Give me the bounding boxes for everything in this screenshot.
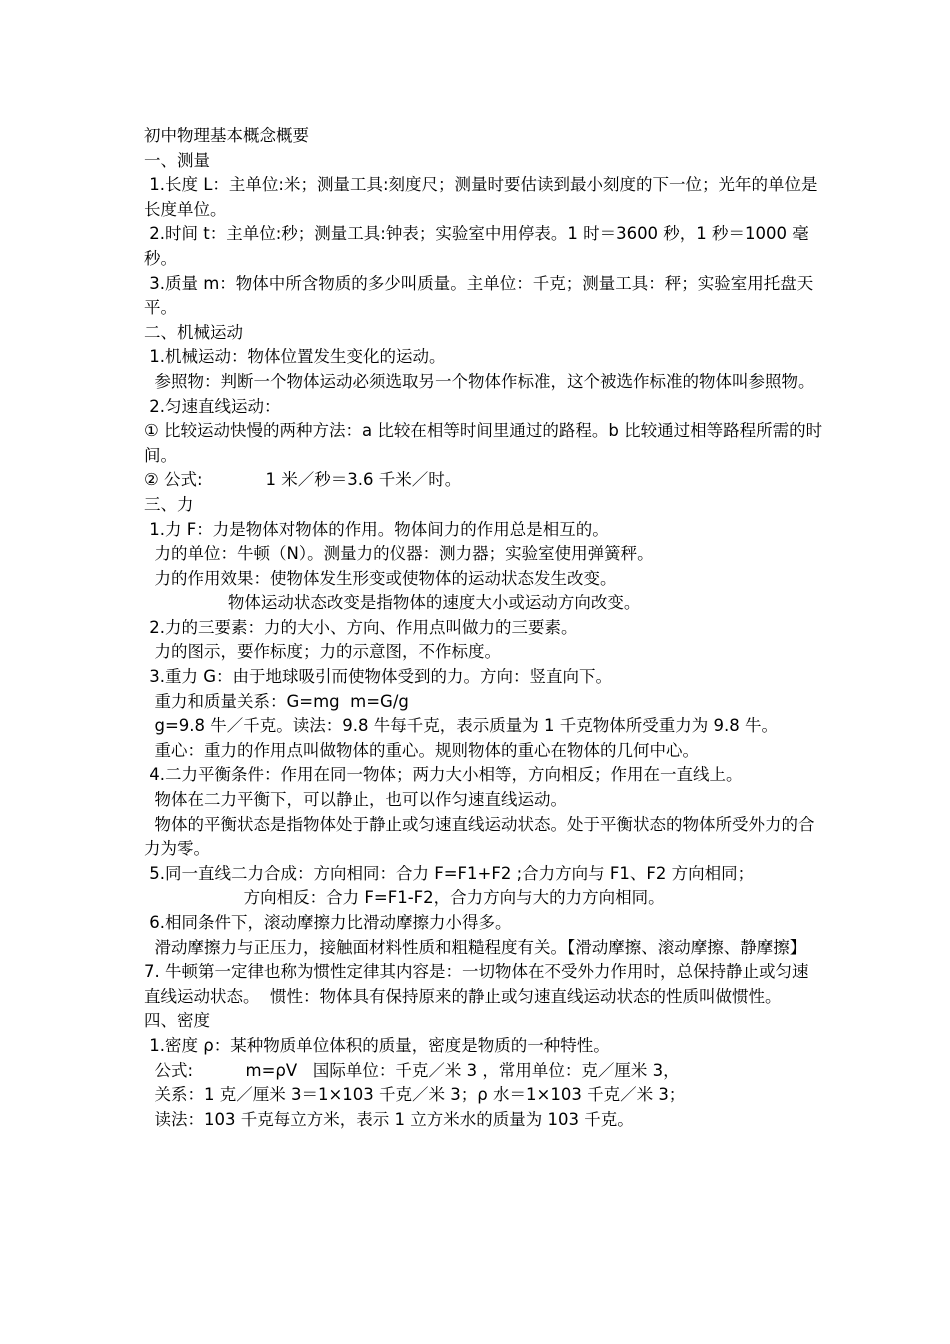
paragraph: 1.长度 L：主单位:米；测量工具:刻度尺；测量时要估读到最小刻度的下一位；光年的单位是长度单位。 xyxy=(144,175,818,219)
paragraph: 1.密度 ρ：某种物质单位体积的质量，密度是物质的一种特性。 xyxy=(144,1035,610,1055)
paragraph: g=9.8 牛／千克。读法：9.8 牛每千克，表示质量为 1 千克物体所受重力为 9.8 牛。 xyxy=(144,716,778,736)
paragraph: 关系：1 克／厘米 3＝1×103 千克／米 3；ρ 水＝1×103 千克／米 3； xyxy=(144,1085,686,1105)
paragraph: 7. 牛顿第一定律也称为惯性定律其内容是：一切物体在不受外力作用时，总保持静止或匀速直线运动状态。 惯性：物体具有保持原来的静止或匀速直线运动状态的性质叫做惯性。 xyxy=(144,962,809,1006)
paragraph: 力的图示，要作标度；力的示意图，不作标度。 xyxy=(144,642,501,662)
paragraph: 物体运动状态改变是指物体的速度大小或运动方向改变。 xyxy=(144,593,641,613)
paragraph: ① 比较运动快慢的两种方法：a 比较在相等时间里通过的路程。b 比较通过相等路程所需的时间。 xyxy=(144,421,823,465)
paragraph: 读法：103 千克每立方米，表示 1 立方米水的质量为 103 千克。 xyxy=(144,1109,634,1129)
paragraph: 2.匀速直线运动： xyxy=(144,396,281,416)
paragraph: 3.重力 G：由于地球吸引而使物体受到的力。方向：竖直向下。 xyxy=(144,667,613,687)
paragraph: 力的作用效果：使物体发生形变或使物体的运动状态发生改变。 xyxy=(144,568,617,588)
paragraph: 方向相反：合力 F=F1-F2，合力方向与大的力方向相同。 xyxy=(144,888,665,908)
paragraph: 4.二力平衡条件：作用在同一物体；两力大小相等，方向相反；作用在一直线上。 xyxy=(144,765,743,785)
paragraph: 1.力 F：力是物体对物体的作用。物体间力的作用总是相互的。 xyxy=(144,519,609,539)
section-heading: 一、测量 xyxy=(144,150,210,170)
paragraph: 2.时间 t：主单位:秒；测量工具:钟表；实验室中用停表。1 时＝3600 秒，1 秒＝1000 毫秒。 xyxy=(144,224,809,268)
paragraph: 1.机械运动：物体位置发生变化的运动。 xyxy=(144,347,446,367)
section-heading: 三、力 xyxy=(144,494,194,514)
paragraph: 重心：重力的作用点叫做物体的重心。规则物体的重心在物体的几何中心。 xyxy=(144,740,699,760)
paragraph: 2.力的三要素：力的大小、方向、作用点叫做力的三要素。 xyxy=(144,617,578,637)
paragraph: 3.质量 m：物体中所含物质的多少叫质量。主单位：千克；测量工具：秤；实验室用托盘天平。 xyxy=(144,273,814,318)
paragraph: 参照物：判断一个物体运动必须选取另一个物体作标准，这个被选作标准的物体叫参照物。 xyxy=(144,371,815,391)
document-body xyxy=(144,124,824,1132)
paragraph: ② 公式: 1 米／秒＝3.6 千米／时。 xyxy=(144,470,462,490)
paragraph: 力的单位：牛顿（N）。测量力的仪器：测力器；实验室使用弹簧秤。 xyxy=(144,544,654,564)
paragraph: 重力和质量关系：G=mg m=G/g xyxy=(144,691,409,711)
paragraph: 公式: m=ρV 国际单位：千克／米 3 ，常用单位：克／厘米 3， xyxy=(144,1060,680,1080)
paragraph: 物体的平衡状态是指物体处于静止或匀速直线运动状态。处于平衡状态的物体所受外力的合力为零。 xyxy=(144,814,815,859)
paragraph: 物体在二力平衡下，可以静止，也可以作匀速直线运动。 xyxy=(144,790,567,810)
paragraph: 5.同一直线二力合成：方向相同：合力 F=F1+F2 ;合力方向与 F1、F2 方向相同； xyxy=(144,863,755,883)
paragraph: 滑动摩擦力与正压力，接触面材料性质和粗糙程度有关。【滑动摩擦、滚动摩擦、静摩擦】 xyxy=(144,937,807,957)
paragraph: 6.相同条件下，滚动摩擦力比滑动摩擦力小得多。 xyxy=(144,913,512,932)
document-title: 初中物理基本概念概要 xyxy=(144,126,309,145)
section-heading: 二、机械运动 xyxy=(144,322,243,342)
section-heading: 四、密度 xyxy=(144,1011,210,1031)
